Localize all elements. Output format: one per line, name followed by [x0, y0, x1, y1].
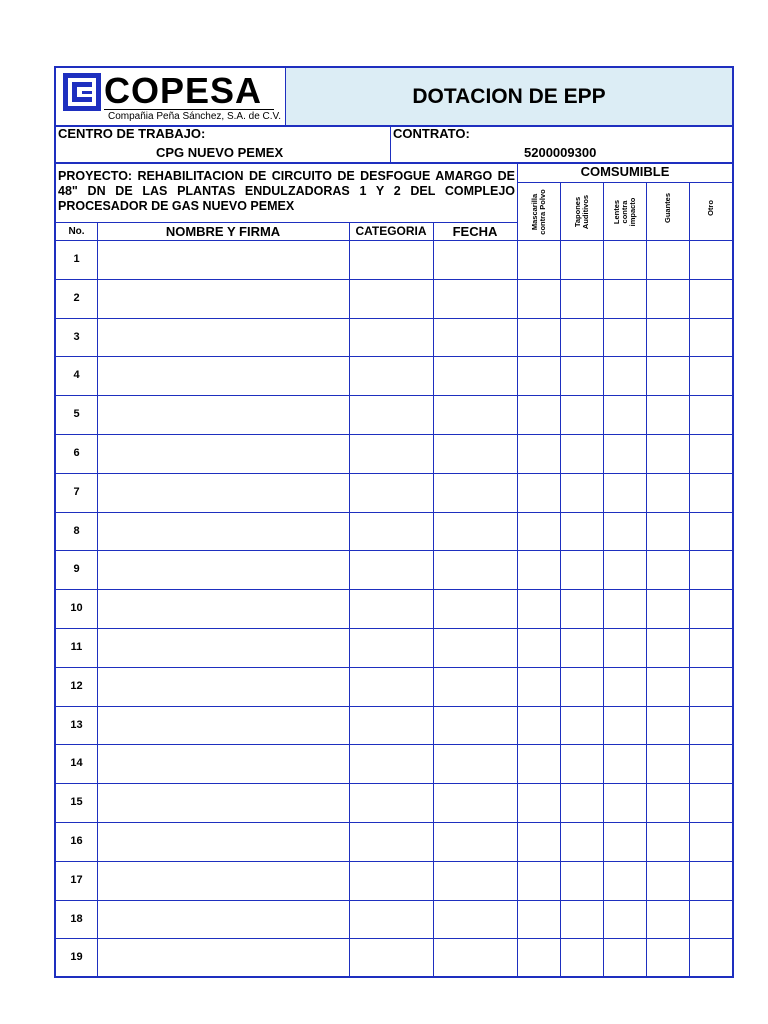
logo-wordmark: COPESA: [104, 70, 263, 111]
contract-value: 5200009300: [524, 145, 597, 160]
consumable-header-tapones: Tapones Auditivos: [573, 194, 590, 230]
work-center-label: CENTRO DE TRABAJO:: [58, 126, 206, 141]
project-description: PROYECTO: REHABILITACION DE CIRCUITO DE DESFOGUE AMARGO DE 48" DN DE LAS PLANTAS ENDULZADORAS 1 Y 2 DEL COMPLEJO PROCESADOR DE GAS NUEVO PEMEX: [58, 169, 515, 213]
company-legal-name: Compañia Peña Sánchez, S.A. de C.V.: [108, 111, 282, 122]
row-number: 3: [73, 330, 80, 343]
divider: [603, 182, 604, 978]
copesa-mark-icon: [62, 72, 102, 112]
row-number: 15: [70, 796, 83, 809]
divider: [517, 162, 518, 978]
work-center-value: CPG NUEVO PEMEX: [156, 145, 284, 160]
consumable-header-guantes: Guantes: [663, 193, 672, 224]
row-number: 6: [73, 447, 80, 459]
row-divider: [56, 318, 732, 319]
divider: [97, 222, 98, 978]
row-number: 10: [70, 602, 83, 615]
row-divider: [56, 550, 732, 551]
row-divider: [56, 356, 732, 357]
divider: [646, 182, 647, 978]
contract-label: CONTRATO:: [393, 126, 470, 141]
divider: [689, 182, 690, 978]
row-divider: [56, 861, 732, 862]
divider: [433, 222, 434, 978]
row-number: 18: [70, 912, 83, 925]
col-header-name: NOMBRE Y FIRMA: [165, 223, 281, 239]
row-number: 13: [70, 718, 83, 731]
col-header-date: FECHA: [452, 223, 498, 239]
row-divider: [56, 395, 732, 396]
row-divider: [56, 589, 732, 590]
divider: [349, 222, 350, 978]
row-divider: [56, 822, 732, 823]
row-divider: [56, 706, 732, 707]
row-divider: [56, 900, 732, 901]
row-number: 4: [73, 369, 80, 382]
row-number: 9: [73, 563, 80, 576]
company-logo: [56, 68, 286, 126]
form-title: DOTACION DE EPP: [286, 68, 732, 126]
consumable-header-mascarilla: Mascarilla contra Polvo: [530, 189, 547, 235]
row-number: 17: [70, 873, 83, 886]
row-divider: [56, 512, 732, 513]
row-divider: [56, 279, 732, 280]
row-number: 5: [73, 408, 80, 421]
row-divider: [56, 240, 732, 241]
consumables-label: COMSUMIBLE: [580, 164, 670, 179]
row-number: 19: [70, 951, 83, 964]
row-number: 2: [73, 291, 80, 304]
row-number: 1: [73, 253, 80, 265]
consumable-header-lentes: Lentes contra impacto: [612, 197, 637, 227]
epp-form-sheet: [54, 66, 734, 978]
row-number: 11: [70, 641, 83, 653]
row-divider: [56, 744, 732, 745]
row-divider: [56, 473, 732, 474]
row-divider: [56, 783, 732, 784]
col-header-category: CATEGORIA: [355, 224, 427, 238]
logo-underline: [104, 109, 274, 110]
row-number: 7: [73, 485, 80, 498]
divider: [390, 126, 391, 162]
consumable-header-otro: Otro: [706, 200, 715, 216]
row-number: 12: [70, 679, 83, 692]
row-divider: [56, 938, 732, 939]
row-number: 8: [73, 524, 80, 537]
row-number: 14: [70, 757, 83, 770]
row-divider: [56, 667, 732, 668]
row-divider: [56, 628, 732, 629]
row-number: 16: [70, 835, 83, 847]
row-divider: [56, 434, 732, 435]
col-header-no: No.: [68, 225, 85, 237]
divider: [560, 182, 561, 978]
